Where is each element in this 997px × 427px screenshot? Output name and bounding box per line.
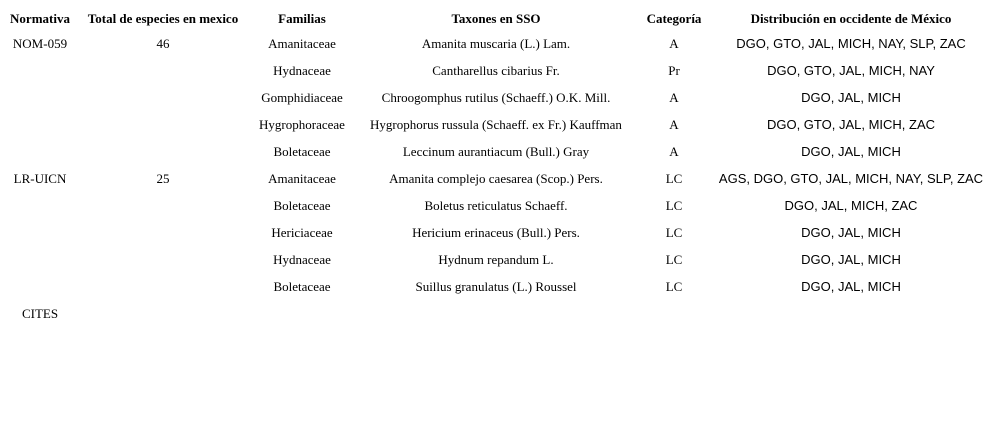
cell-categoria: A: [669, 36, 679, 51]
table-row: [4, 30, 992, 57]
cell-normativa: NOM-059: [12, 36, 68, 51]
cell-normativa: [4, 273, 76, 300]
cell-total: [76, 192, 250, 219]
cell-total: [76, 84, 250, 111]
header-taxones: Taxones en SSO: [451, 10, 541, 26]
cell-taxon: Suillus granulatus (L.) Roussel: [415, 279, 577, 294]
header-distribucion: Distribución en occidente de México: [750, 10, 952, 26]
header-familias: Familias: [278, 10, 326, 26]
cell-taxon: Amanita complejo caesarea (Scop.) Pers.: [389, 171, 603, 186]
table-body: [4, 30, 992, 327]
cell-normativa: CITES: [21, 306, 59, 321]
cell-distribucion: DGO, GTO, JAL, MICH, ZAC: [766, 117, 936, 132]
header-categoria: Categoría: [646, 10, 702, 26]
cell-distribucion: DGO, JAL, MICH: [801, 90, 901, 105]
cell-total: 46: [156, 36, 170, 51]
cell-categoria: LC: [665, 252, 683, 267]
cell-categoria: LC: [665, 279, 683, 294]
cell-normativa: [4, 246, 76, 273]
cell-taxon: Boletus reticulatus Schaeff.: [424, 198, 568, 213]
cell-familia: Gomphidiaceae: [261, 90, 343, 105]
cell-familia: Hygrophoraceae: [259, 117, 345, 132]
cell-familia: Boletaceae: [273, 144, 331, 159]
table-row: [4, 273, 992, 300]
cell-taxon: Cantharellus cibarius Fr.: [432, 63, 560, 78]
cell-total: [76, 219, 250, 246]
cell-total: [76, 57, 250, 84]
cell-familia: Hydnaceae: [273, 252, 331, 267]
cell-categoria: Pr: [668, 63, 680, 78]
table-row: [4, 192, 992, 219]
cell-taxon: Leccinum aurantiacum (Bull.) Gray: [402, 144, 590, 159]
cell-distribucion: DGO, GTO, JAL, MICH, NAY: [767, 63, 935, 78]
table-row: [4, 246, 992, 273]
table-row: [4, 57, 992, 84]
cell-categoria: A: [669, 90, 679, 105]
cell-familia: Amanitaceae: [268, 171, 336, 186]
cell-categoria: LC: [665, 225, 683, 240]
cell-normativa: [4, 57, 76, 84]
cell-normativa: LR-UICN: [13, 171, 67, 186]
cell-total: [76, 138, 250, 165]
cell-distribucion: DGO, JAL, MICH: [801, 225, 901, 240]
cell-familia: Amanitaceae: [268, 36, 336, 51]
cell-categoria: A: [669, 144, 679, 159]
cell-total: [76, 273, 250, 300]
table-row: [4, 111, 992, 138]
cell-normativa: [4, 138, 76, 165]
cell-distribucion: DGO, JAL, MICH: [801, 252, 901, 267]
header-normativa: Normativa: [10, 10, 70, 26]
cell-distribucion: DGO, JAL, MICH: [801, 279, 901, 294]
cell-categoria: LC: [665, 198, 683, 213]
cell-taxon: Amanita muscaria (L.) Lam.: [421, 36, 571, 51]
table-row: [4, 165, 992, 192]
cell-normativa: [4, 111, 76, 138]
cell-distribucion: [710, 300, 992, 327]
cell-categoria: [638, 300, 710, 327]
species-table: [4, 6, 992, 327]
cell-distribucion: DGO, GTO, JAL, MICH, NAY, SLP, ZAC: [736, 36, 966, 51]
cell-categoria: LC: [665, 171, 683, 186]
header-total-especies: Total de especies en mexico: [87, 10, 239, 26]
cell-normativa: [4, 84, 76, 111]
cell-normativa: [4, 192, 76, 219]
cell-taxon: Hericium erinaceus (Bull.) Pers.: [412, 225, 580, 240]
cell-familia: [250, 300, 354, 327]
cell-total: [76, 300, 250, 327]
cell-total: [76, 111, 250, 138]
table-row: [4, 219, 992, 246]
cell-familia: Hericiaceae: [271, 225, 333, 240]
cell-taxon: Hygrophorus russula (Schaeff. ex Fr.) Kauffman: [370, 117, 622, 132]
cell-familia: Boletaceae: [273, 198, 331, 213]
cell-taxon: Chroogomphus rutilus (Schaeff.) O.K. Mill.: [381, 90, 611, 105]
table-header-row: [4, 6, 992, 30]
cell-distribucion: AGS, DGO, GTO, JAL, MICH, NAY, SLP, ZAC: [718, 171, 984, 186]
table-row: [4, 84, 992, 111]
table-row: [4, 138, 992, 165]
cell-taxon: Hydnum repandum L.: [438, 252, 554, 267]
table-row: [4, 300, 992, 327]
cell-categoria: A: [669, 117, 679, 132]
cell-taxon: [354, 300, 638, 327]
cell-familia: Boletaceae: [273, 279, 331, 294]
cell-distribucion: DGO, JAL, MICH: [801, 144, 901, 159]
cell-distribucion: DGO, JAL, MICH, ZAC: [784, 198, 918, 213]
cell-normativa: [4, 219, 76, 246]
cell-familia: Hydnaceae: [273, 63, 331, 78]
cell-total: 25: [156, 171, 170, 186]
cell-total: [76, 246, 250, 273]
